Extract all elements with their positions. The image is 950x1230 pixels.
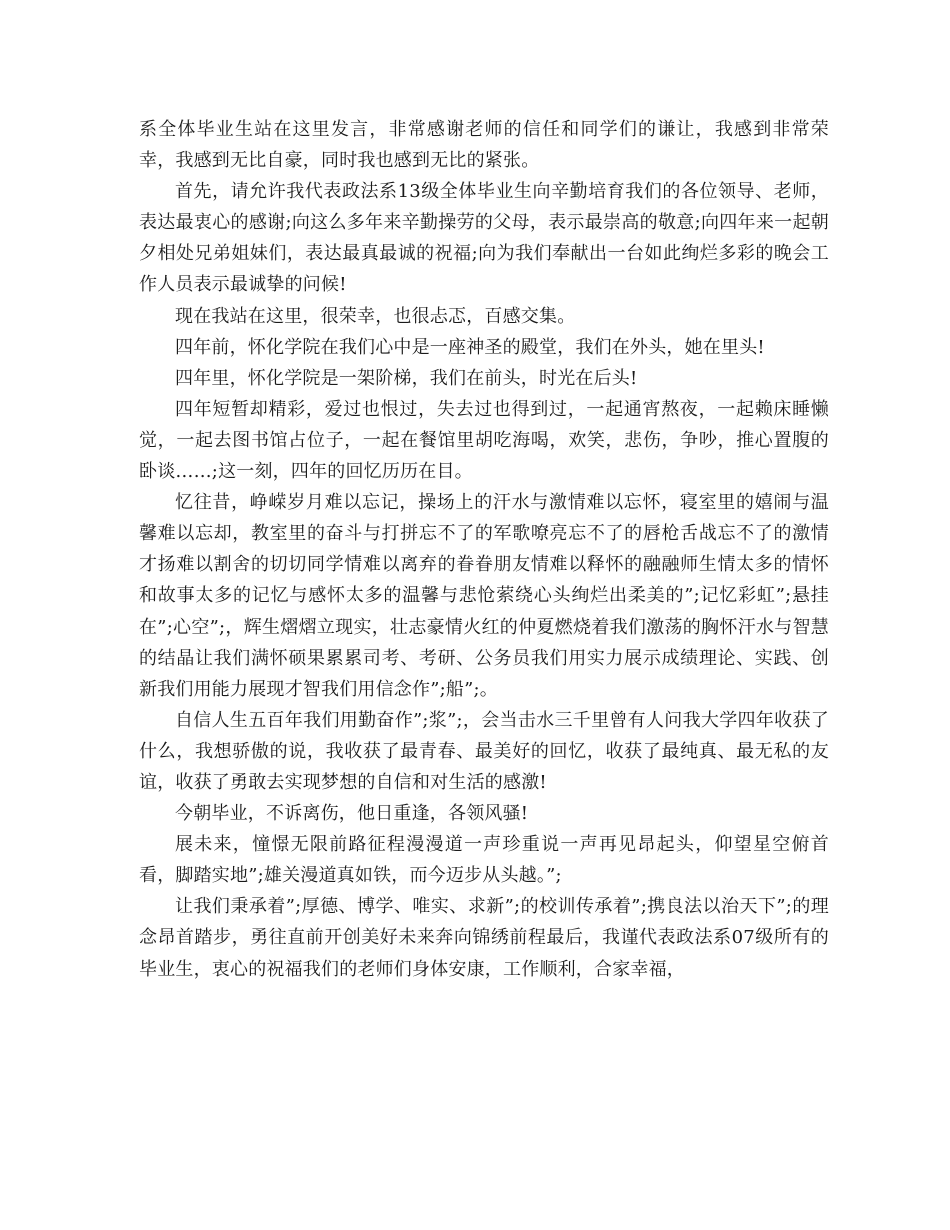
paragraph: 自信人生五百年我们用勤奋作”;浆”;，会当击水三千里曾有人问我大学四年收获了什么，我想骄傲的说，我收获了最青春、最美好的回忆，收获了最纯真、最无私的友谊，收获了勇敢去实现梦想的自信和对生活的感激! <box>139 709 829 793</box>
paragraph: 首先，请允许我代表政法系13级全体毕业生向辛勤培育我们的各位领导、老师，表达最衷心的感谢;向这么多年来辛勤操劳的父母，表示最崇高的敬意;向四年来一起朝夕相处兄弟姐妹们，表达最真最诚的祝福;向为我们奉献出一台如此绚烂多彩的晚会工作人员表示最诚挚的问候! <box>139 181 829 296</box>
paragraph: 四年短暂却精彩，爱过也恨过，失去过也得到过，一起通宵熬夜，一起赖床睡懒觉，一起去图书馆占位子，一起在餐馆里胡吃海喝，欢笑，悲伤，争吵，推心置腹的卧谈……;这一刻，四年的回忆历历在目。 <box>139 398 829 483</box>
paragraph: 系全体毕业生站在这里发言，非常感谢老师的信任和同学们的谦让，我感到非常荣幸，我感到无比自豪，同时我也感到无比的紧张。 <box>139 119 829 172</box>
paragraph: 忆往昔，峥嵘岁月难以忘记，操场上的汗水与激情难以忘怀，寝室里的嬉闹与温馨难以忘却，教室里的奋斗与打拼忘不了的军歌嘹亮忘不了的唇枪舌战忘不了的激情才扬难以割舍的切切同学情难以离弃的眷眷朋友情难以释怀的融融师生情太多的情怀和故事太多的记忆与感怀太多的温馨与悲怆萦绕心头绚烂出柔美的”;记忆彩虹”;悬挂在”;心空”;，辉生熠熠立现实，壮志豪情火红的仲夏燃烧着我们激荡的胸怀汗水与智慧的结晶让我们满怀硕果累累司考、考研、公务员我们用实力展示成绩理论、实践、创新我们用能力展现才智我们用信念作”;船”;。 <box>139 492 829 700</box>
paragraph: 展未来，憧憬无限前路征程漫漫道一声珍重说一声再见昂起头，仰望星空俯首看，脚踏实地”;雄关漫道真如铁，而今迈步从头越。”; <box>139 834 829 887</box>
paragraph: 让我们秉承着”;厚德、博学、唯实、求新”;的校训传承着”;携良法以治天下”;的理念昂首踏步，勇往直前开创美好未来奔向锦绣前程最后，我谨代表政法系07级所有的毕业生，衷心的祝福我们的老师们身体安康，工作顺利，合家幸福， <box>139 896 829 980</box>
paragraph: 四年里，怀化学院是一架阶梯，我们在前头，时光在后头! <box>175 367 638 389</box>
document-body <box>139 114 829 985</box>
paragraph: 现在我站在这里，很荣幸，也很忐忑，百感交集。 <box>175 305 576 327</box>
paragraph: 今朝毕业，不诉离伤，他日重逢，各领风骚! <box>175 803 529 825</box>
paragraph: 四年前，怀化学院在我们心中是一座神圣的殿堂，我们在外头，她在里头! <box>175 336 765 358</box>
